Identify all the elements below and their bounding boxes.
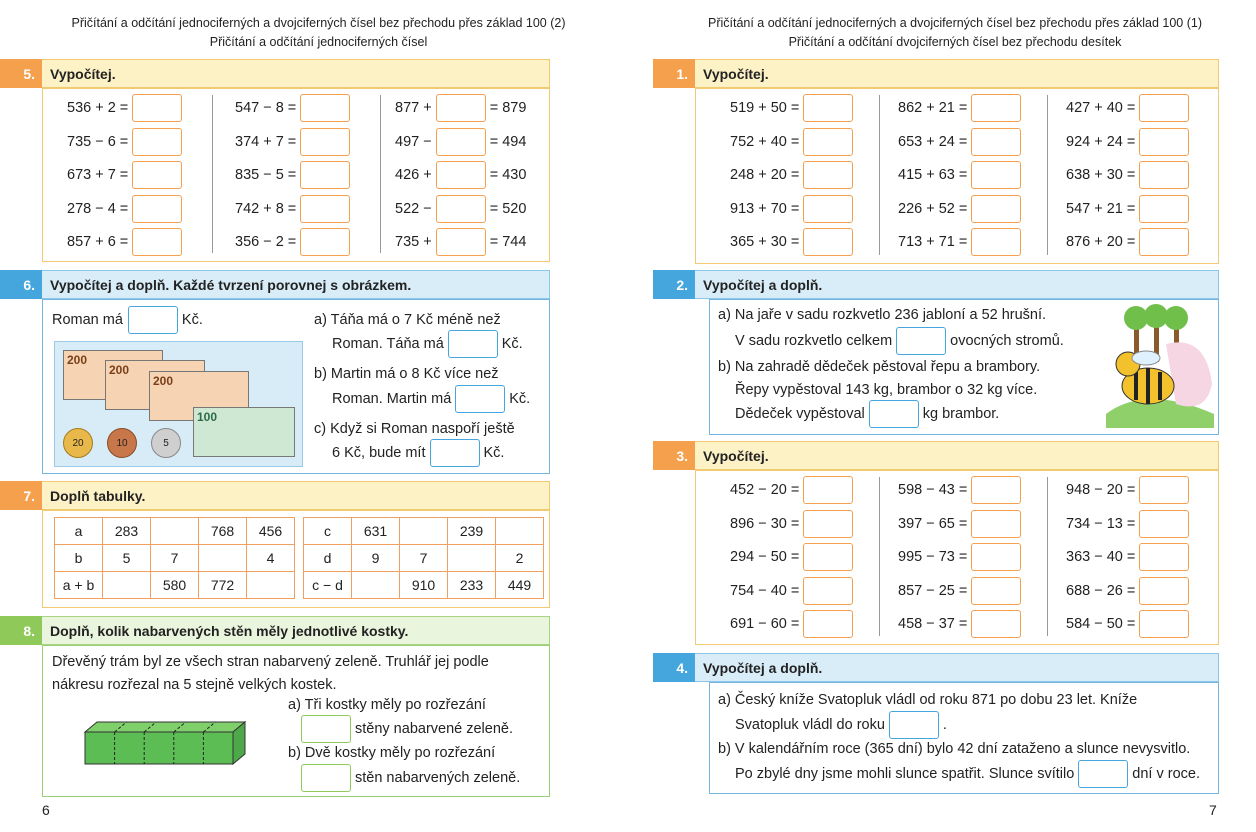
exercise-row [1066,195,1193,223]
exercise-expression: 857 + 6 = [67,234,129,251]
page-number: 7 [1209,802,1217,818]
coin-5 [151,428,181,458]
section-title: Doplň, kolik nabarvených stěn měly jednotlivé kostky. [42,616,550,645]
task-a-text: Roman. Táňa má [332,336,444,352]
table-row [55,572,295,599]
exercise-row [1066,228,1193,256]
table-cell[interactable] [199,545,247,572]
answer-box[interactable] [971,610,1021,638]
exercise-row [1066,161,1193,189]
table-cell: 4 [247,545,295,572]
exercise-expression: 896 − 30 = [730,515,800,532]
answer-box[interactable] [132,128,182,156]
exercise-row [898,161,1025,189]
task-b-text: Dědeček vypěstoval [735,406,865,422]
exercise-row [898,195,1025,223]
column-divider [212,95,213,253]
table-cell[interactable] [448,545,496,572]
coin-value: 5 [163,437,169,449]
potatoes-answer-box[interactable] [869,400,919,428]
exercise-row [1066,94,1193,122]
exercise-row [898,94,1025,122]
exercise-expression: 547 + 21 = [1066,200,1136,217]
exercise-row [67,228,186,256]
task-b-text: Po zbylé dny jsme mohli slunce spatřit. Slunce svítilo [735,766,1075,782]
tana-answer-box[interactable] [448,330,498,358]
exercise-row [67,195,186,223]
answer-box[interactable] [971,128,1021,156]
table-cell: 910 [400,572,448,599]
exercise-row [1066,510,1193,538]
table-cell: 2 [496,545,544,572]
section-8-box [42,645,550,797]
exercise-expression: 536 + 2 = [67,100,129,116]
table-row-header: d [304,545,352,572]
exercise-expression: 584 − 50 = [1066,616,1136,633]
exercise-row [730,128,857,156]
task-b-line3 [735,400,999,428]
column-divider [1047,477,1048,636]
exercise-row [898,128,1025,156]
table-row-header: a + b [55,572,103,599]
task-b-line2 [301,764,520,792]
table-row [304,518,544,545]
answer-box[interactable] [803,510,853,538]
exercise-row [395,128,526,156]
section-3-bar [653,441,1219,470]
section-1-bar [653,59,1219,88]
table-cell: 5 [103,545,151,572]
exercise-row [395,195,526,223]
answer-box[interactable] [1139,610,1189,638]
right-header-line1: Přičítání a odčítání jednociferných a dvojciferných čísel bez přechodu přes základ 100 (1) [707,16,1203,30]
section-7-bar [0,481,550,510]
section-4-box [709,682,1219,794]
exercise-result: = 879 [489,100,527,116]
table-row [55,545,295,572]
exercise-expression: 688 − 26 = [1066,582,1136,599]
column-divider [879,95,880,255]
task-a-line1: a) Táňa má o 7 Kč méně než [314,312,501,328]
section-1-box [695,88,1219,264]
exercise-row [395,228,526,256]
money-picture [54,341,303,467]
answer-box[interactable] [971,476,1021,504]
answer-box[interactable] [436,128,486,156]
exercise-expression: 734 − 13 = [1066,515,1136,532]
roman-text: Roman má [52,312,123,328]
table-cell: 449 [496,572,544,599]
answer-box[interactable] [436,228,486,256]
exercise-expression: 248 + 20 = [730,167,800,184]
answer-box[interactable] [1139,94,1189,122]
exercise-expression: 948 − 20 = [1066,482,1136,498]
section-title: Doplň tabulky. [42,481,550,510]
table-cell[interactable] [247,572,295,599]
table-row [55,518,295,545]
table-cell: 233 [448,572,496,599]
table-cell: 580 [151,572,199,599]
right-header [655,14,1255,52]
exercise-expression: 415 + 63 = [898,167,968,184]
task-b-line2: Řepy vypěstoval 143 kg, brambor o 32 kg více. [735,382,1038,398]
answer-box[interactable] [1139,510,1189,538]
table-row [304,545,544,572]
task-a-line2 [332,330,523,358]
exercise-expression: 752 + 40 = [730,133,800,150]
section-title: Vypočítej. [695,59,1219,88]
exercise-row [235,195,354,223]
exercise-row [1066,543,1193,571]
exercise-row [395,94,526,122]
martin-answer-box[interactable] [455,385,505,413]
exercise-row [898,510,1025,538]
column-divider [380,95,381,253]
section-number: 4. [653,653,695,682]
exercise-row [1066,577,1193,605]
exercise-row [730,510,857,538]
section-title: Vypočítej. [42,59,550,88]
section-title: Vypočítej a doplň. [695,270,1219,299]
table-cell: 9 [352,545,400,572]
answer-box[interactable] [1139,543,1189,571]
answer-box[interactable] [1139,476,1189,504]
section-number: 2. [653,270,695,299]
column-divider [879,477,880,636]
answer-box[interactable] [971,510,1021,538]
three-cubes-answer-box[interactable] [301,715,351,743]
exercise-expression: 427 + 40 = [1066,100,1136,116]
right-page [625,0,1256,832]
exercise-row [235,128,354,156]
exercise-expression: 294 − 50 = [730,549,800,566]
task-b-line1: b) Na zahradě dědeček pěstoval řepu a brambory. [718,359,1041,375]
roman-unit: Kč. [181,312,203,328]
coin-value: 20 [72,437,84,449]
table-cell: 768 [199,518,247,545]
exercise-row [898,228,1025,256]
exercise-expression: 735 − 6 = [67,133,129,150]
exercise-expression: 365 + 30 = [730,234,800,251]
table-difference [303,517,544,599]
table-sum [54,517,295,599]
table-cell[interactable] [352,572,400,599]
section-title: Vypočítej. [695,441,1219,470]
section-5-box [42,88,550,262]
table-cell: 283 [103,518,151,545]
answer-box[interactable] [971,195,1021,223]
left-header-line1: Přičítání a odčítání jednociferných a dvojciferných čísel bez přechodu přes základ 100 (2) [71,16,566,30]
task-b-line1: b) Martin má o 8 Kč více než [314,366,499,382]
coin-10 [107,428,137,458]
section-5-bar [0,59,550,88]
exercise-expression: 877 + [395,100,432,116]
banknote-100 [193,407,295,457]
unit: Kč. [483,445,505,461]
task-a-line1: a) Český kníže Svatopluk vládl od roku 871 po dobu 23 let. Kníže [718,692,1138,708]
note-value: 200 [109,363,130,377]
section-number: 7. [0,481,42,510]
table-row-header: c [304,518,352,545]
task-a-line1: a) Na jaře v sadu rozkvetlo 236 jabloní a 52 hrušní. [718,307,1047,323]
table-row [304,572,544,599]
section-number: 3. [653,441,695,470]
table-cell[interactable] [400,518,448,545]
answer-box[interactable] [971,577,1021,605]
task-b-line2 [735,760,1200,788]
task-b-line1: b) V kalendářním roce (365 dní) bylo 42 dní zataženo a slunce nevysvitlo. [718,741,1191,757]
exercise-expression: 742 + 8 = [235,200,297,217]
roman-answer-box[interactable] [128,306,178,334]
exercise-row [730,94,857,122]
exercise-expression: 876 + 20 = [1066,234,1136,251]
note-value: 200 [153,374,174,388]
green-beam-drawing [81,714,251,770]
period: . [942,717,947,733]
table-row-header: c − d [304,572,352,599]
exercise-expression: 363 − 40 = [1066,549,1136,566]
table-cell[interactable] [496,518,544,545]
exercise-expression: 713 + 71 = [898,234,968,251]
exercise-expression: 913 + 70 = [730,200,800,217]
answer-box[interactable] [971,543,1021,571]
coin-20 [63,428,93,458]
column-divider [1047,95,1048,255]
exercise-row [235,228,354,256]
note-value: 100 [197,410,218,424]
table-cell: 7 [151,545,199,572]
exercise-row [730,543,857,571]
note-value: 200 [67,353,88,367]
section-number: 8. [0,616,42,645]
answer-box[interactable] [436,94,486,122]
gutter [597,0,625,832]
answer-box[interactable] [803,543,853,571]
exercise-expression: 519 + 50 = [730,100,800,116]
exercise-row [730,195,857,223]
exercise-expression: 691 − 60 = [730,616,800,633]
two-cubes-answer-box[interactable] [301,764,351,792]
exercise-row [898,577,1025,605]
answer-box[interactable] [300,228,350,256]
exercise-row [730,228,857,256]
roman-line [52,306,203,334]
task-a-line2 [735,711,947,739]
exercise-row [1066,476,1193,504]
exercise-expression: 754 − 40 = [730,582,800,599]
answer-box[interactable] [971,161,1021,189]
left-header [40,14,597,52]
answer-box[interactable] [300,128,350,156]
answer-box[interactable] [971,94,1021,122]
table-cell: 456 [247,518,295,545]
section-title: Vypočítej a doplň. Každé tvrzení porovnej s obrázkem. [42,270,550,299]
coin-value: 10 [116,437,128,449]
answer-box[interactable] [1139,161,1189,189]
exercise-expression: 995 − 73 = [898,549,968,566]
exercise-expression: 278 − 4 = [67,200,129,217]
section-number: 1. [653,59,695,88]
exercise-row [898,610,1025,638]
task-a-line2 [301,715,513,743]
answer-box[interactable] [132,94,182,122]
answer-box[interactable] [436,195,486,223]
beam-text-line1: Dřevěný trám byl ze všech stran nabarvený zeleně. Truhlář jej podle [52,654,489,670]
year-answer-box[interactable] [889,711,939,739]
section-8-bar [0,616,550,645]
exercise-row [67,161,186,189]
task-b-text: Roman. Martin má [332,391,452,407]
answer-box[interactable] [803,195,853,223]
exercise-expression: 735 + [395,234,432,251]
answer-box[interactable] [300,195,350,223]
task-c-text: 6 Kč, bude mít [332,445,426,461]
exercise-expression: 598 − 43 = [898,482,968,498]
table-cell[interactable] [151,518,199,545]
task-a-text: stěny nabarvené zeleně. [355,721,513,737]
unit: Kč. [509,391,531,407]
exercise-expression: 426 + [395,167,432,184]
exercise-result: = 744 [489,234,527,251]
section-6-box [42,299,550,474]
task-c-line2 [332,439,504,467]
table-row-header: a [55,518,103,545]
answer-box[interactable] [132,228,182,256]
exercise-row [67,128,186,156]
task-a-text: V sadu rozkvetlo celkem [735,333,893,349]
task-b-text: stěn nabarvených zeleně. [355,770,521,786]
unit: Kč. [501,336,523,352]
exercise-result: = 494 [489,133,527,150]
answer-box[interactable] [1139,128,1189,156]
answer-box[interactable] [803,228,853,256]
bee-orchard-illustration [1106,304,1214,428]
task-b-line2 [332,385,530,413]
answer-box[interactable] [803,610,853,638]
answer-box[interactable] [1139,228,1189,256]
exercise-result: = 520 [489,200,527,217]
trees-answer-box[interactable] [896,327,946,355]
sunny-days-answer-box[interactable] [1078,760,1128,788]
task-a-text: Svatopluk vládl do roku [735,717,885,733]
answer-box[interactable] [1139,195,1189,223]
exercise-expression: 374 + 7 = [235,133,297,150]
exercise-row [730,577,857,605]
exercise-expression: 547 − 8 = [235,100,297,116]
exercise-row [898,543,1025,571]
answer-box[interactable] [803,476,853,504]
exercise-row [395,161,526,189]
exercise-expression: 653 + 24 = [898,133,968,150]
beam-text-line2: nákresu rozřezal na 5 stejně velkých kostek. [52,677,337,693]
answer-box[interactable] [300,94,350,122]
table-cell: 772 [199,572,247,599]
exercise-expression: 522 − [395,200,432,217]
exercise-expression: 397 − 65 = [898,515,968,532]
section-number: 5. [0,59,42,88]
answer-box[interactable] [803,161,853,189]
exercise-expression: 458 − 37 = [898,616,968,633]
table-cell[interactable] [103,572,151,599]
section-6-bar [0,270,550,299]
section-2-bar [653,270,1219,299]
exercise-expression: 924 + 24 = [1066,133,1136,150]
exercise-expression: 452 − 20 = [730,482,800,498]
exercise-expression: 862 + 21 = [898,100,968,116]
answer-box[interactable] [436,161,486,189]
section-2-box [709,299,1219,435]
roman-future-answer-box[interactable] [430,439,480,467]
answer-box[interactable] [300,161,350,189]
left-page [0,0,597,832]
table-cell: 631 [352,518,400,545]
section-3-box [695,470,1219,645]
exercise-row [730,476,857,504]
exercise-expression: 835 − 5 = [235,167,297,184]
task-b-line1: b) Dvě kostky měly po rozřezání [288,745,496,761]
section-number: 6. [0,270,42,299]
task-a-text-end: ovocných stromů. [950,333,1064,349]
table-row-header: b [55,545,103,572]
exercise-row [730,161,857,189]
left-header-line2: Přičítání a odčítání jednociferných čísel [209,35,428,49]
answer-box[interactable] [803,577,853,605]
table-cell: 7 [400,545,448,572]
exercise-expression: 857 − 25 = [898,582,968,599]
answer-box[interactable] [1139,577,1189,605]
table-cell: 239 [448,518,496,545]
exercise-row [898,476,1025,504]
section-7-box [42,510,550,608]
exercise-result: = 430 [489,167,527,184]
exercise-row [1066,610,1193,638]
page-number: 6 [42,802,50,818]
answer-box[interactable] [971,228,1021,256]
section-title: Vypočítej a doplň. [695,653,1219,682]
exercise-expression: 497 − [395,133,432,150]
task-b-text-end: dní v roce. [1132,766,1200,782]
exercise-expression: 673 + 7 = [67,167,129,184]
exercise-row [730,610,857,638]
section-4-bar [653,653,1219,682]
right-header-line2: Přičítání a odčítání dvojciferných čísel bez přechodu desítek [788,35,1122,49]
task-c-line1: c) Když si Roman naspoří ještě [314,421,515,437]
exercise-expression: 638 + 30 = [1066,167,1136,184]
answer-box[interactable] [803,94,853,122]
task-a-line2 [735,327,1064,355]
answer-box[interactable] [132,161,182,189]
exercise-row [235,94,354,122]
answer-box[interactable] [132,195,182,223]
exercise-expression: 226 + 52 = [898,200,968,217]
task-b-text-end: kg brambor. [922,406,1000,422]
exercise-row [67,94,186,122]
exercise-row [235,161,354,189]
answer-box[interactable] [803,128,853,156]
task-a-line1: a) Tři kostky měly po rozřezání [288,697,486,713]
exercise-expression: 356 − 2 = [235,234,297,251]
exercise-row [1066,128,1193,156]
